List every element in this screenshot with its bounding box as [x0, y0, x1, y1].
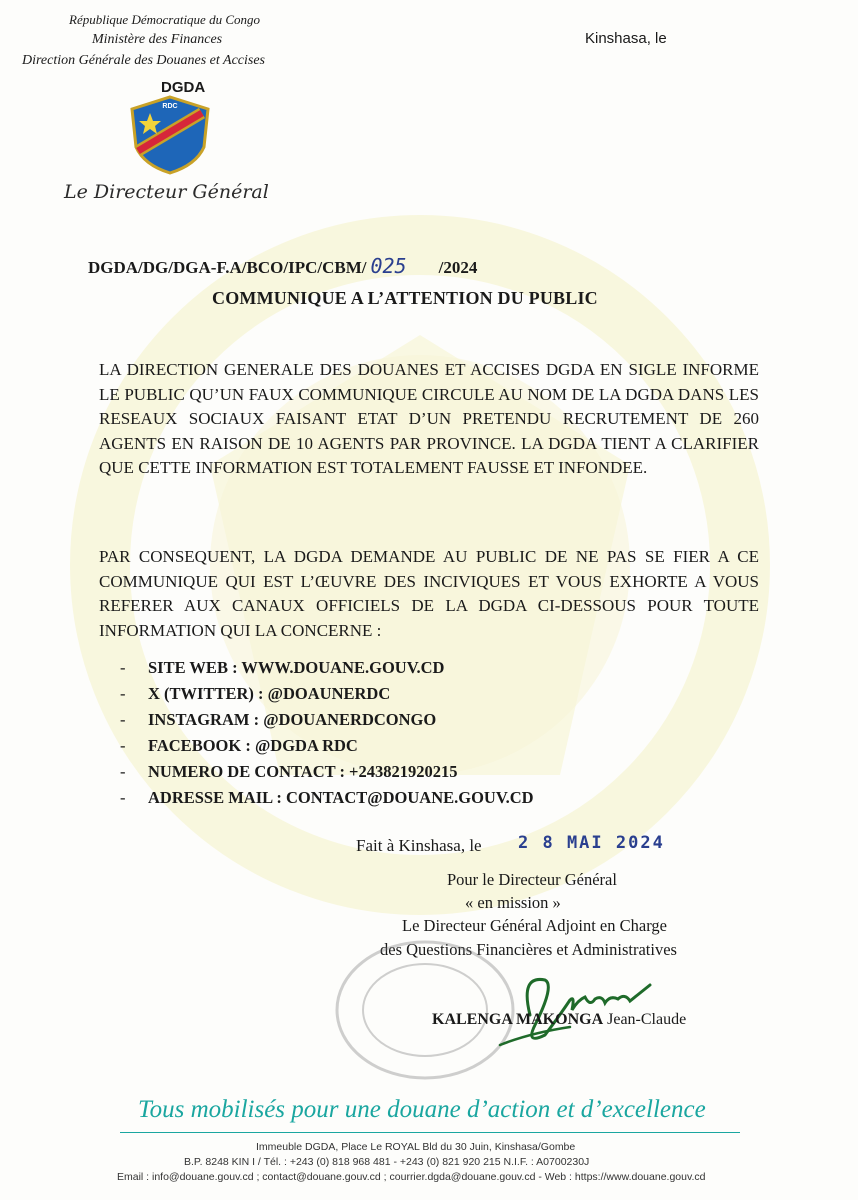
paragraph-2: PAR CONSEQUENT, LA DGDA DEMANDE AU PUBLIC DE NE PAS SE FIER A CE COMMUNIQUE QUI EST L’ŒUVRE DES INCIVIQUES ET VOUS EXHORTE A VOUS REFERER AUX CANAUX OFFICIELS DE LA DGDA CI-DESSOUS POUR TOUTE INFORMATION QUI LA CONCERNE : — [99, 547, 759, 640]
official-channels-list — [120, 655, 534, 811]
footer-phones: B.P. 8248 KIN I / Tél. : +243 (0) 818 968 481 - +243 (0) 821 920 215 N.I.F. : A0700230J — [184, 1156, 590, 1168]
signature — [460, 955, 660, 1055]
signer-surname: KALENGA MAKONGA — [432, 1011, 604, 1028]
ministry-line: Ministère des Finances — [92, 32, 223, 47]
footer-motto: Tous mobilisés pour une douane d’action et d’excellence — [138, 1096, 706, 1123]
channel-phone: NUMERO DE CONTACT : +243821920215 — [148, 762, 458, 781]
list-item: - X (TWITTER) : @DOAUNERDC — [120, 684, 391, 703]
deputy-role-line-2: des Questions Financières et Administratives — [380, 940, 677, 959]
en-mission: « en mission » — [465, 893, 561, 912]
reference-year: /2024 — [438, 258, 478, 277]
channel-email: ADRESSE MAIL : CONTACT@DOUANE.GOUV.CD — [148, 788, 534, 807]
list-item: - NUMERO DE CONTACT : +243821920215 — [120, 762, 458, 781]
list-item: - SITE WEB : WWW.DOUANE.GOUV.CD — [120, 658, 445, 677]
reference-prefix: DGDA/DG/DGA-F.A/BCO/IPC/CBM/ — [88, 258, 367, 277]
dgda-logo — [126, 95, 214, 175]
paragraph-1: LA DIRECTION GENERALE DES DOUANES ET ACCISES DGDA EN SIGLE INFORME LE PUBLIC QU’UN FAUX COMMUNIQUE CIRCULE AU NOM DE LA DGDA DANS LES RESEAUX SOCIAUX FAISANT ETAT D’UN PRETENDU RECRUTEMENT DE 260 AGENTS EN RAISON DE 10 AGENTS PAR PROVINCE. LA DGDA TIENT A CLARIFIER QUE CETTE INFORMATION EST TOTALEMENT FAUSSE ET INFONDEE. — [99, 360, 759, 477]
logo-text: RDC — [162, 103, 178, 110]
channel-facebook: FACEBOOK : @DGDA RDC — [148, 736, 358, 755]
reference-handwritten-number: 025 — [370, 254, 407, 278]
signer-firstname: Jean-Claude — [607, 1011, 687, 1028]
signer-name — [432, 1011, 686, 1029]
list-item: - INSTAGRAM : @DOUANERDCONGO — [120, 710, 437, 729]
footer-contacts: Email : info@douane.gouv.cd ; contact@douane.gouv.cd ; courrier.dgda@douane.gouv.cd - Web : https://www.douane.gouv.cd — [117, 1171, 706, 1183]
footer-address: Immeuble DGDA, Place Le ROYAL Bld du 30 Juin, Kinshasa/Gombe — [256, 1141, 576, 1153]
footer-divider — [120, 1132, 740, 1133]
fait-a-kinshasa: Fait à Kinshasa, le — [356, 836, 482, 855]
channel-twitter: X (TWITTER) : @DOAUNERDC — [148, 684, 391, 703]
director-general-title: Le Directeur Général — [64, 181, 269, 203]
for-director-general: Pour le Directeur Général — [447, 870, 617, 889]
agency-acronym: DGDA — [161, 79, 206, 96]
deputy-role-line-1: Le Directeur Général Adjoint en Charge — [402, 916, 667, 935]
communique-subject: COMMUNIQUE A L’ATTENTION DU PUBLIC — [212, 288, 598, 308]
reference-number — [88, 254, 477, 278]
channel-website: SITE WEB : WWW.DOUANE.GOUV.CD — [148, 658, 445, 677]
list-item: - ADRESSE MAIL : CONTACT@DOUANE.GOUV.CD — [120, 788, 534, 807]
date-stamp: 2 8 MAI 2024 — [518, 833, 665, 853]
direction-line: Direction Générale des Douanes et Accises — [22, 53, 265, 68]
channel-instagram: INSTAGRAM : @DOUANERDCONGO — [148, 710, 437, 729]
place-date: Kinshasa, le — [585, 30, 667, 47]
list-item: - FACEBOOK : @DGDA RDC — [120, 736, 358, 755]
republic-line: République Démocratique du Congo — [69, 12, 260, 27]
